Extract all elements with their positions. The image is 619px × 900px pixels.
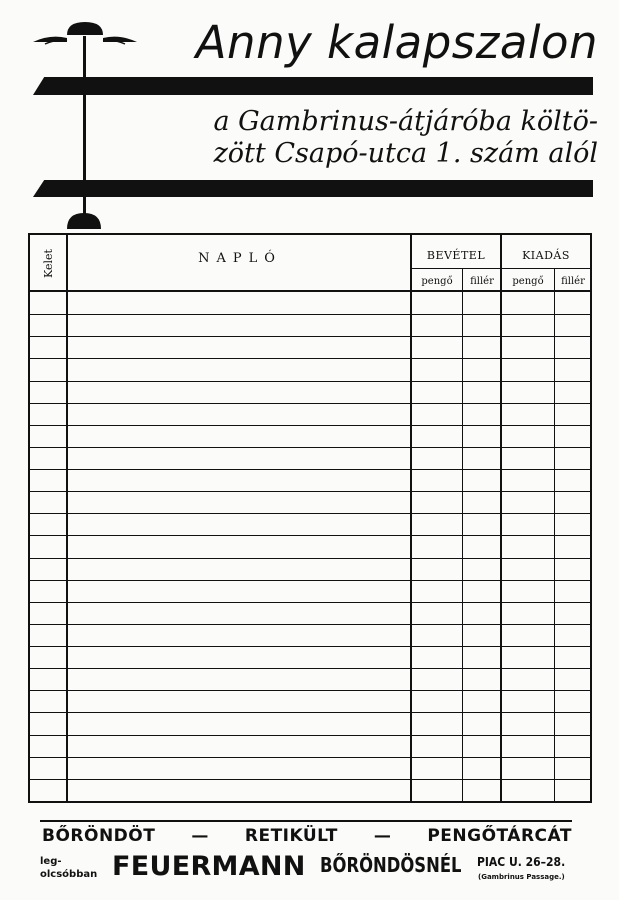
shop-address-note: (Gambrinus Passage.) <box>478 873 565 881</box>
subtitle-line-1: a Gambrinus-átjáróba költö- <box>213 106 598 137</box>
ledger-row-line <box>30 712 590 713</box>
ledger-row-line <box>30 491 590 492</box>
advertisement-header <box>0 0 619 232</box>
shop-name: FEUERMANN <box>112 851 306 882</box>
income-expense-divider <box>500 235 502 801</box>
footer-item: BŐRÖNDÖT <box>42 826 156 846</box>
footer-dash: — <box>373 826 392 846</box>
ledger-table <box>28 233 592 803</box>
shop-address: PIAC U. 26–28. <box>477 855 566 869</box>
ledger-row-line <box>30 425 590 426</box>
ledger-row-line <box>30 779 590 780</box>
footer-products <box>42 826 572 846</box>
footer-rule <box>40 820 572 822</box>
income-filler-header: fillér <box>470 276 494 287</box>
cheapest-line-2: olcsóbban <box>40 869 98 880</box>
ledger-row-line <box>30 336 590 337</box>
ledger-row-line <box>30 314 590 315</box>
ledger-row-line <box>30 690 590 691</box>
date-column-divider <box>66 235 68 801</box>
footer-cheapest <box>40 855 97 881</box>
black-stripe-top <box>33 77 593 95</box>
ledger-row-line <box>30 735 590 736</box>
column-header-journal: NAPLÓ <box>198 251 282 266</box>
shop-title: Anny kalapszalon <box>195 16 598 69</box>
ledger-row-line <box>30 381 590 382</box>
black-stripe-bottom <box>33 180 593 197</box>
ledger-row-line <box>30 447 590 448</box>
ledger-row-line <box>30 580 590 581</box>
ledger-row-line <box>30 624 590 625</box>
footer-item: RETIKÜLT <box>244 826 338 846</box>
expense-pengo-header: pengő <box>512 276 544 287</box>
shop-subtitle <box>168 106 598 170</box>
footer-advertisement <box>0 815 619 900</box>
column-header-expense: KIADÁS <box>522 249 570 262</box>
journal-column-divider <box>410 235 412 801</box>
ledger-row-line <box>30 558 590 559</box>
money-header-separator <box>412 268 590 269</box>
subtitle-line-2: zött Csapó-utca 1. szám alól <box>213 138 598 169</box>
shop-type: BŐRÖNDÖSNÉL <box>320 853 462 877</box>
ledger-row-line <box>30 602 590 603</box>
ledger-row-line <box>30 757 590 758</box>
cheapest-line-1: leg- <box>40 856 62 867</box>
footer-item: PENGŐTÁRCÁT <box>427 826 572 846</box>
ledger-row-line <box>30 668 590 669</box>
hat-stand-icon <box>0 0 160 232</box>
ledger-row-line <box>30 535 590 536</box>
header-bottom-rule <box>30 290 590 292</box>
ledger-row-line <box>30 513 590 514</box>
column-header-income: BEVÉTEL <box>426 249 486 262</box>
column-header-date: Kelet <box>41 248 55 278</box>
income-pengo-header: pengő <box>421 276 453 287</box>
ledger-row-line <box>30 358 590 359</box>
expense-filler-header: fillér <box>561 276 585 287</box>
ledger-row-line <box>30 403 590 404</box>
ledger-row-line <box>30 646 590 647</box>
footer-dash: — <box>191 826 209 846</box>
ledger-row-line <box>30 469 590 470</box>
